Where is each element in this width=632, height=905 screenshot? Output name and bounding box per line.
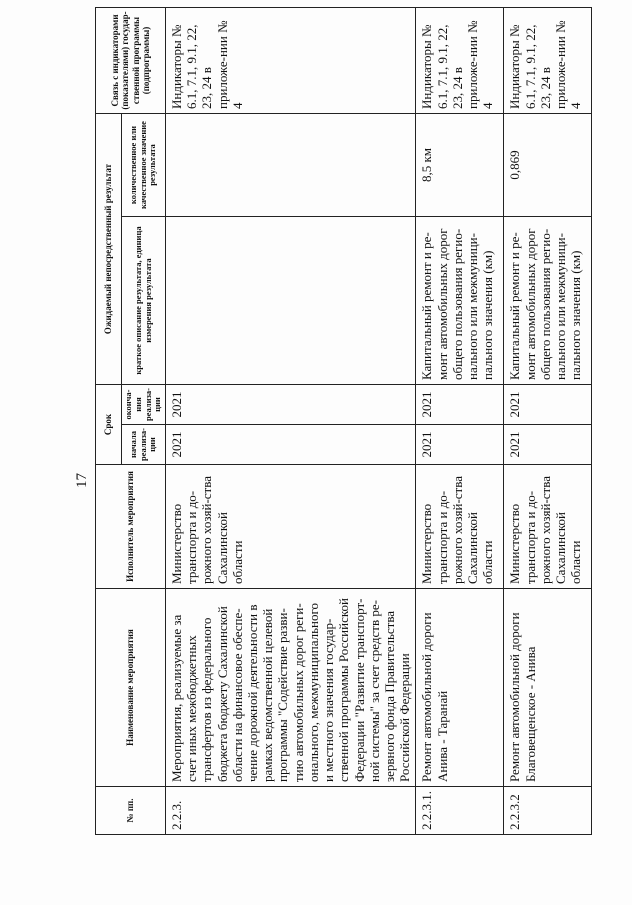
row-value bbox=[166, 114, 416, 217]
row-end: 2021 bbox=[416, 385, 504, 425]
row-start: 2021 bbox=[416, 425, 504, 465]
header-result-value: количественное или качественное значение результата bbox=[122, 114, 166, 217]
header-name: Наименование мероприятия bbox=[96, 589, 166, 787]
header-result-desc: краткое описание результата, единица измерения результата bbox=[122, 217, 166, 385]
row-desc bbox=[166, 217, 416, 385]
row-desc: Капитальный ремонт и ре-монт автомобильных дорог общего пользования регио-нального или межмуници-пального значения (км) bbox=[416, 217, 504, 385]
row-desc: Капитальный ремонт и ре-монт автомобильных дорог общего пользования регио-нального или межмуници-пального значения (км) bbox=[504, 217, 592, 385]
table-row bbox=[504, 8, 592, 835]
header-executor: Исполнитель мероприятия bbox=[96, 465, 166, 589]
header-num: № пп. bbox=[96, 787, 166, 835]
row-executor: Министерство транспорта и до-рожного хозяй-ства Сахалинской области bbox=[504, 465, 592, 589]
row-name: Ремонт автомобильной дороги Благовещенское - Анива bbox=[504, 589, 592, 787]
row-num: 2.2.3.2 bbox=[504, 787, 592, 835]
row-link: Индикаторы № 6.1, 7.1, 9.1, 22, 23, 24 в приложе-нии № 4 bbox=[504, 8, 592, 114]
page-number: 17 bbox=[74, 473, 90, 488]
row-end: 2021 bbox=[504, 385, 592, 425]
row-start: 2021 bbox=[166, 425, 416, 465]
row-executor: Министерство транспорта и до-рожного хозяй-ства Сахалинской области bbox=[166, 465, 416, 589]
row-num: 2.2.3. bbox=[166, 787, 416, 835]
row-link: Индикаторы № 6.1, 7.1, 9.1, 22, 23, 24 в приложе-нии № 4 bbox=[166, 8, 416, 114]
header-term: Срок bbox=[96, 385, 122, 465]
measures-table bbox=[95, 7, 592, 835]
header-term-start: начала реализа-ции bbox=[122, 425, 166, 465]
header-term-end: оконча-ния реализа-ции bbox=[122, 385, 166, 425]
header-result: Ожидаемый непосредственный результат bbox=[96, 114, 122, 385]
row-executor: Министерство транспорта и до-рожного хозяй-ства Сахалинской области bbox=[416, 465, 504, 589]
row-start: 2021 bbox=[504, 425, 592, 465]
table-row bbox=[166, 8, 416, 835]
row-value: 0,869 bbox=[504, 114, 592, 217]
row-name: Ремонт автомобильной дороги Анива - Таранай bbox=[416, 589, 504, 787]
row-value: 8,5 км bbox=[416, 114, 504, 217]
row-num: 2.2.3.1. bbox=[416, 787, 504, 835]
header-link: Связь с индикаторами (показателями) государ-ственной программы (подпрограммы) bbox=[96, 8, 166, 114]
table-row bbox=[416, 8, 504, 835]
row-name: Мероприятия, реализуемые за счет иных межбюджетных трансфертов из федерального бюджета бюджету Сахалинской области на финансовое обеспе-чение дорожной деятельности в рамках ведомственной целевой программы "Содействие разви-тию автомобильных дорог реги-онального, межмуниципального и местного значения государ-ственной программы Российской Федерации "Развитие транспорт-ной системы" за счет средств ре-зервного фонда Правительства Российской Федерации bbox=[166, 589, 416, 787]
row-end: 2021 bbox=[166, 385, 416, 425]
row-link: Индикаторы № 6.1, 7.1, 9.1, 22, 23, 24 в приложе-нии № 4 bbox=[416, 8, 504, 114]
